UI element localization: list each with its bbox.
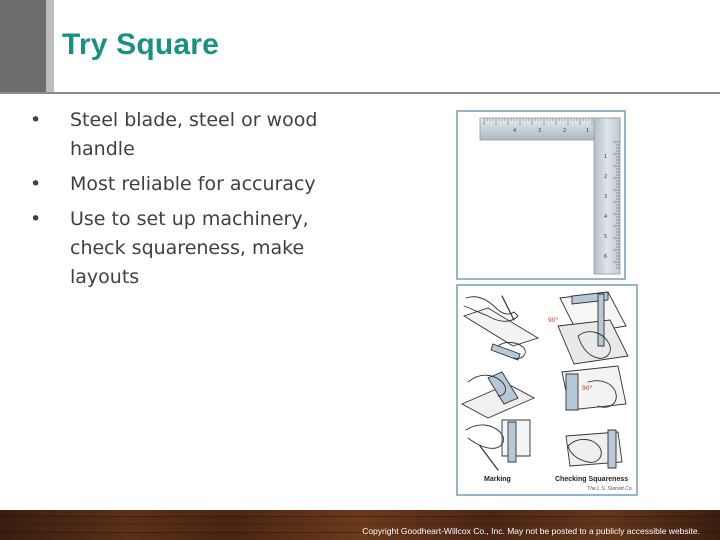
title-accent-light bbox=[46, 0, 54, 92]
image-credit: The L.S. Starrett Co. bbox=[587, 486, 633, 492]
ruler-number: 4 bbox=[604, 214, 608, 220]
bullet-text: Most reliable for accuracy bbox=[70, 173, 316, 195]
ruler-number: 4 bbox=[513, 128, 517, 134]
try-square-image bbox=[456, 110, 626, 280]
caption-checking-squareness: Checking Squareness bbox=[555, 476, 629, 483]
copyright-text: Copyright Goodheart-Willcox Co., Inc. May not be posted to a publicly accessible website. bbox=[362, 526, 700, 536]
ruler-number: 3 bbox=[538, 128, 542, 134]
ruler-number: 3 bbox=[604, 194, 608, 200]
bullet-dot: • bbox=[30, 173, 42, 195]
angle-label: 90° bbox=[582, 385, 593, 392]
ruler-number: 6 bbox=[604, 254, 608, 260]
ruler-number: 1 bbox=[604, 154, 608, 160]
title-divider bbox=[0, 92, 720, 94]
angle-label: 90° bbox=[548, 317, 559, 324]
bullet-text: Steel blade, steel or wood handle bbox=[70, 109, 318, 160]
caption-marking: Marking bbox=[484, 476, 511, 483]
bullet-item bbox=[30, 205, 360, 292]
wood-grain bbox=[0, 516, 720, 517]
bullet-item bbox=[30, 106, 360, 164]
title-accent-dark bbox=[0, 0, 46, 92]
usage-illustration bbox=[456, 284, 638, 496]
bullet-dot: • bbox=[30, 109, 42, 131]
bullet-list bbox=[30, 106, 360, 298]
title-bar bbox=[0, 0, 720, 92]
footer-bar bbox=[0, 510, 720, 540]
wood-grain bbox=[0, 523, 720, 524]
ruler-number: 2 bbox=[563, 128, 567, 134]
hands-with-square-illustration bbox=[458, 286, 636, 494]
bullet-item bbox=[30, 170, 360, 199]
ruler-number: 2 bbox=[604, 174, 608, 180]
ruler-number: 1 bbox=[586, 128, 590, 134]
ruler-number: 5 bbox=[604, 234, 608, 240]
page-title: Try Square bbox=[62, 28, 220, 61]
bullet-dot: • bbox=[30, 208, 42, 230]
bullet-text: Use to set up machinery, check squareness, make layouts bbox=[70, 208, 309, 288]
try-square-ruler-icon bbox=[458, 112, 624, 278]
